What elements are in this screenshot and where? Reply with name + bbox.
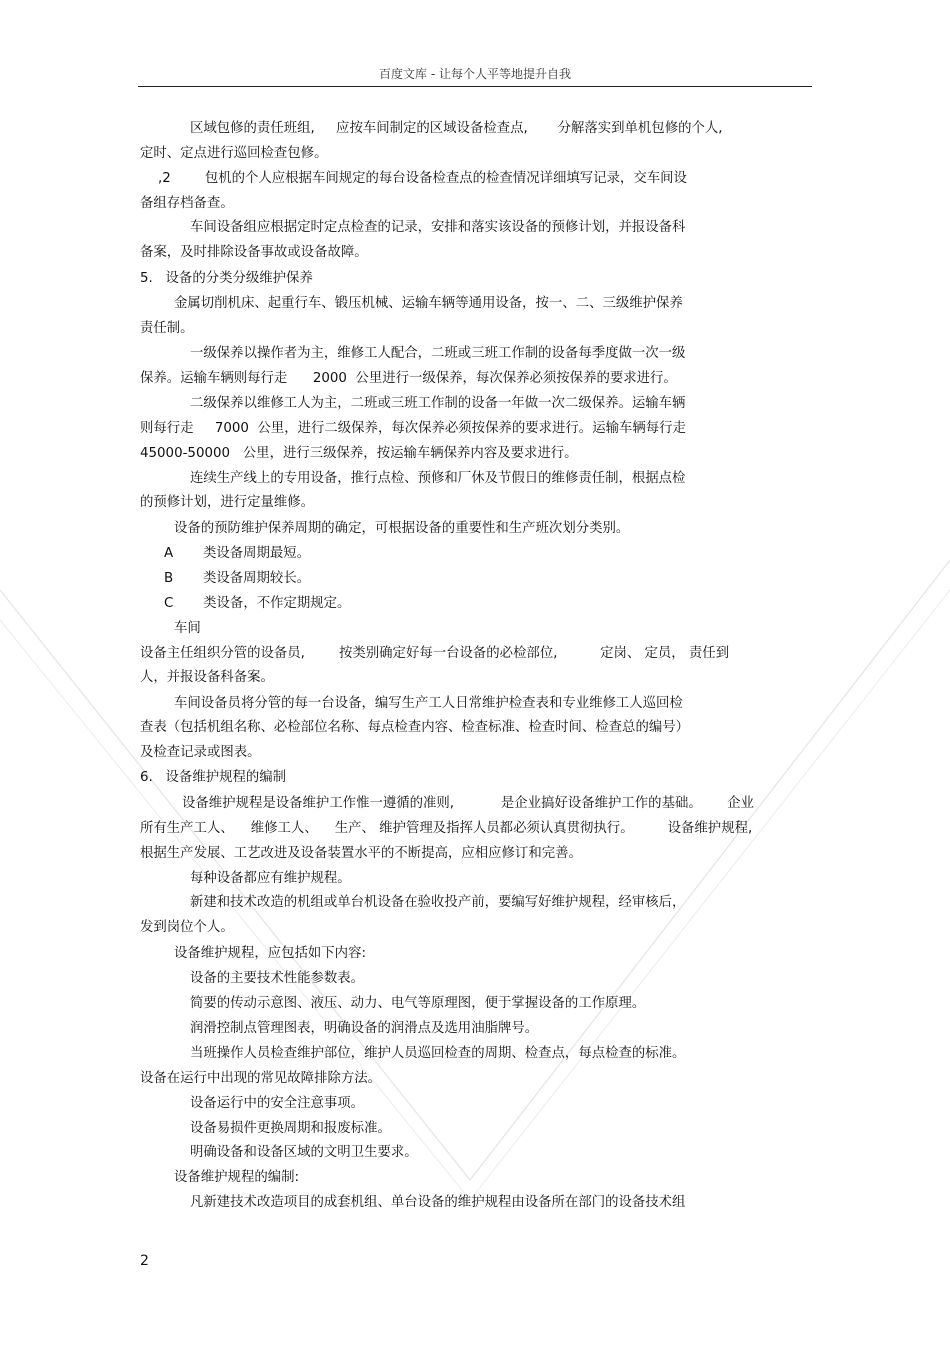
list-item: 设备运行中的安全注意事项。 [190,1096,365,1111]
text-line: 设备维护规程是设备维护工作惟一遵循的准则, 是企业搞好设备维护工作的基础。 企业 [182,796,755,811]
section-heading: 5. 设备的分类分级维护保养 [140,271,313,286]
list-item: 设备的主要技术性能参数表。 [190,971,365,986]
list-item: A 类设备周期最短。 [164,546,311,561]
text-line: 则每行走 7000 公里，进行二级保养，每次保养必须按保养的要求进行。运输车辆每行走 [140,421,686,436]
text-line: 查表（包括机组名称、必检部位名称、每点检查内容、检查标准、检查时间、检查总的编号） [140,720,690,735]
text-line: 连续生产线上的专用设备，推行点检、预修和厂休及节假日的维修责任制，根据点检 [190,471,686,486]
text-line: 人，并报设备科备案。 [140,670,274,685]
text-line: 根据生产发展、工艺改进及设备装置水平的不断提高，应相应修订和完善。 [140,846,582,861]
text-line: 车间设备组应根据定时定点检查的记录，安排和落实该设备的预修计划，并报设备科 [190,220,686,235]
text-line: 一级保养以操作者为主，维修工人配合，二班或三班工作制的设备每季度做一次一级 [190,346,686,361]
text-line: 的预修计划，进行定量维修。 [140,495,315,510]
text-line: 及检查记录或图表。 [140,745,261,760]
list-item: 设备易损件更换周期和报废标准。 [190,1121,391,1136]
text-line: 定时、定点进行巡回检查包修。 [140,146,328,161]
text-line: 车间 [174,621,201,636]
text-line: 设备维护规程，应包括如下内容: [174,946,366,961]
list-item: 当班操作人员检查维护部位，维护人员巡回检查的周期、检查点，每点检查的标准。 [190,1046,686,1061]
page-number: 2 [140,1253,149,1269]
list-item: 设备在运行中出现的常见故障排除方法。 [140,1071,382,1086]
page-header: 百度文库 - 让每个人平等地提升自我 [138,66,812,87]
text-line: 备组存档备查。 [140,196,234,211]
text-line: 二级保养以维修工人为主，二班或三班工作制的设备一年做一次二级保养。运输车辆 [190,396,686,411]
text-line: 车间设备员将分管的每一台设备，编写生产工人日常维护检查表和专业维修工人巡回检 [174,696,683,711]
section-heading: 6. 设备维护规程的编制 [140,770,287,785]
text-line: 发到岗位个人。 [140,920,234,935]
text-line: 金属切削机床、起重行车、锻压机械、运输车辆等通用设备，按一、二、三级维护保养 [174,296,683,311]
text-line: 凡新建技术改造项目的成套机组、单台设备的维护规程由设备所在部门的设备技术组 [190,1195,686,1210]
list-item: B 类设备周期较长。 [164,571,311,586]
text-line: 设备维护规程的编制: [174,1170,300,1185]
text-line: 设备的预防维护保养周期的确定，可根据设备的重要性和生产班次划分类别。 [174,521,630,536]
text-line: 备案，及时排除设备事故或设备故障。 [140,245,368,260]
text-line: ,2 包机的个人应根据车间规定的每台设备检查点的检查情况详细填写记录，交车间设 [158,171,687,186]
list-item: 润滑控制点管理图表，明确设备的润滑点及选用油脂牌号。 [190,1021,539,1036]
list-item: C 类设备，不作定期规定。 [164,596,351,611]
list-item: 明确设备和设备区域的文明卫生要求。 [190,1145,418,1160]
text-line: 设备主任组织分管的设备员, 按类别确定好每一台设备的必检部位, 定岗、 定员， 责任到 [140,646,730,661]
list-item: 简要的传动示意图、液压、动力、电气等原理图，便于掌握设备的工作原理。 [190,996,646,1011]
text-line: 所有生产工人、 维修工人、 生产、 维护管理及指挥人员都必须认真贯彻执行。 设备维护规程, [140,821,753,836]
text-line: 区域包修的责任班组, 应按车间制定的区域设备检查点, 分解落实到单机包修的个人, [190,121,723,136]
text-line: 保养。运输车辆则每行走 2000 公里进行一级保养，每次保养必须按保养的要求进行。 [140,371,677,386]
text-line: 45000-50000 公里，进行三级保养，按运输车辆保养内容及要求进行。 [140,446,578,461]
text-line: 新建和技术改造的机组或单台机设备在验收投产前，要编写好维护规程，经审核后， [190,895,686,910]
text-line: 责任制。 [140,321,194,336]
text-line: 每种设备都应有维护规程。 [190,871,351,886]
